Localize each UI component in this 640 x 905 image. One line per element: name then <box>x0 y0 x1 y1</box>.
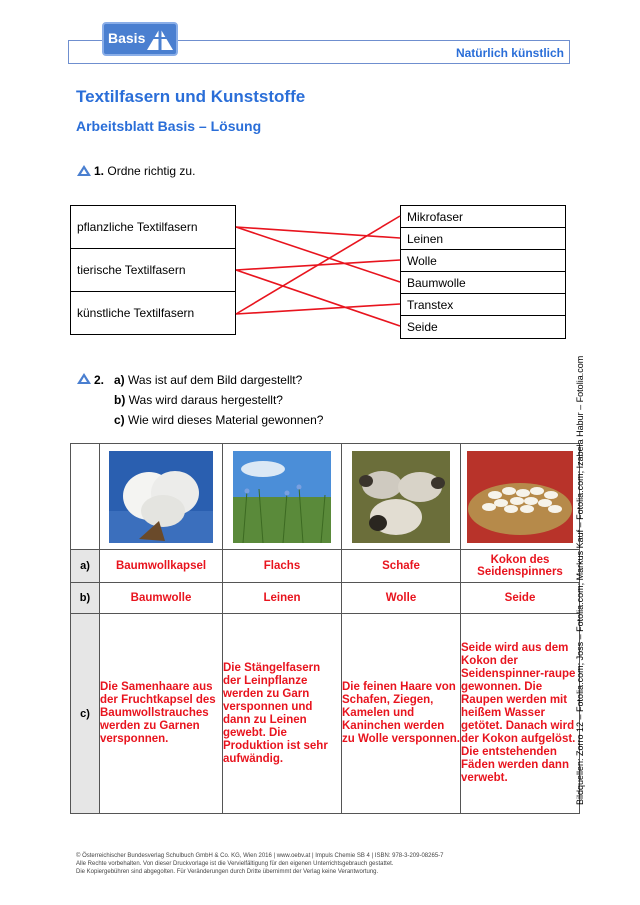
task2-question-c: c) Wie wird dieses Material gewonnen? <box>114 413 324 427</box>
task2-number: 2. <box>94 373 105 387</box>
answer-c: Die feinen Haare von Schafen, Ziegen, Kamelen und Kaninchen werden zu Wolle versponnen. <box>342 614 461 814</box>
row-label: c) <box>71 614 100 814</box>
footer-line: © Österreichischer Bundesverlag Schulbuch GmbH & Co. KG, Wien 2016 | www.oebv.at | Impuls Chemie SB 4 | ISBN: 978-3-209-08265-7 <box>76 853 444 859</box>
level-triangle-icon <box>76 372 92 385</box>
answer-b: Leinen <box>223 583 342 614</box>
answer-a: Baumwollkapsel <box>100 550 223 583</box>
matching-lines <box>0 0 640 360</box>
match-line <box>236 216 400 314</box>
answer-b: Wolle <box>342 583 461 614</box>
page-subtitle: Arbeitsblatt Basis – Lösung <box>76 118 262 134</box>
left-box-plant: pflanzliche Textilfasern <box>70 205 236 249</box>
match-line <box>236 304 400 314</box>
sheep-photo <box>352 451 450 543</box>
task1-instruction: Ordne richtig zu. <box>107 164 196 178</box>
footer-line: Alle Rechte vorbehalten. Von dieser Druckvorlage ist die Vervielfältigung für den eigenen Unterrichtsgebrauch gestattet. <box>76 861 394 867</box>
right-box-item: Baumwolle <box>401 272 565 294</box>
answer-c: Seide wird aus dem Kokon der Seidenspinner-raupe gewonnen. Die Raupen werden mit heißem Wasser getötet. Danach wird der Kokon aufgelöst. Die entstehenden Fäden werden dann verwebt. <box>461 614 580 814</box>
row-label: b) <box>71 583 100 614</box>
logo-text: Basis <box>108 30 146 46</box>
answer-a: Kokon des Seidenspinners <box>461 550 580 583</box>
right-box-item: Seide <box>407 320 438 334</box>
answer-c: Die Samenhaare aus der Fruchtkapsel des Baumwollstrauches werden zu Garnen versponnen. <box>100 614 223 814</box>
answer-b: Baumwolle <box>100 583 223 614</box>
footer-line: Die Kopiergebühren sind abgegolten. Für Veränderungen durch Dritte übernimmt der Verlag keine Verantwortung. <box>76 869 379 875</box>
header-right-title: Natürlich künstlich <box>455 46 564 60</box>
answer-a: Flachs <box>223 550 342 583</box>
task2-question-a: a) Was ist auf dem Bild dargestellt? <box>114 373 303 387</box>
answer-a: Schafe <box>342 550 461 583</box>
right-box-item: Mikrofaser <box>401 206 565 228</box>
task1-number: 1. <box>94 164 105 178</box>
footer <box>76 852 444 876</box>
answer-b: Seide <box>461 583 580 614</box>
task2-question-b: b) Was wird daraus hergestellt? <box>114 393 283 407</box>
row-label: a) <box>71 550 100 583</box>
match-line <box>236 270 400 326</box>
left-box-animal: tierische Textilfasern <box>70 248 236 292</box>
match-line <box>236 227 400 238</box>
left-box-synthetic: künstliche Textilfasern <box>70 291 236 335</box>
answer-table <box>70 443 580 814</box>
image-credits: Bildquellen: Zorro 12 – Fotolia.com; Joss – Fotolia.com; Markus Kauf – Fotolia.com; Izabela Habur – Fotolia.com <box>575 355 585 805</box>
right-box-item: Wolle <box>401 250 565 272</box>
answer-c: Die Stängelfasern der Leinpflanze werden zu Garn versponnen und dann zu Leinen gewebt. Die Produktion ist sehr aufwändig. <box>223 614 342 814</box>
flax-field-photo <box>233 451 331 543</box>
right-box-item: Leinen <box>401 228 565 250</box>
silk-cocoons-photo <box>467 451 573 543</box>
cotton-boll-photo <box>109 451 213 543</box>
match-line <box>236 227 400 282</box>
right-box-item: Transtex <box>401 294 565 316</box>
page-title: Textilfasern und Kunststoffe <box>76 87 306 106</box>
